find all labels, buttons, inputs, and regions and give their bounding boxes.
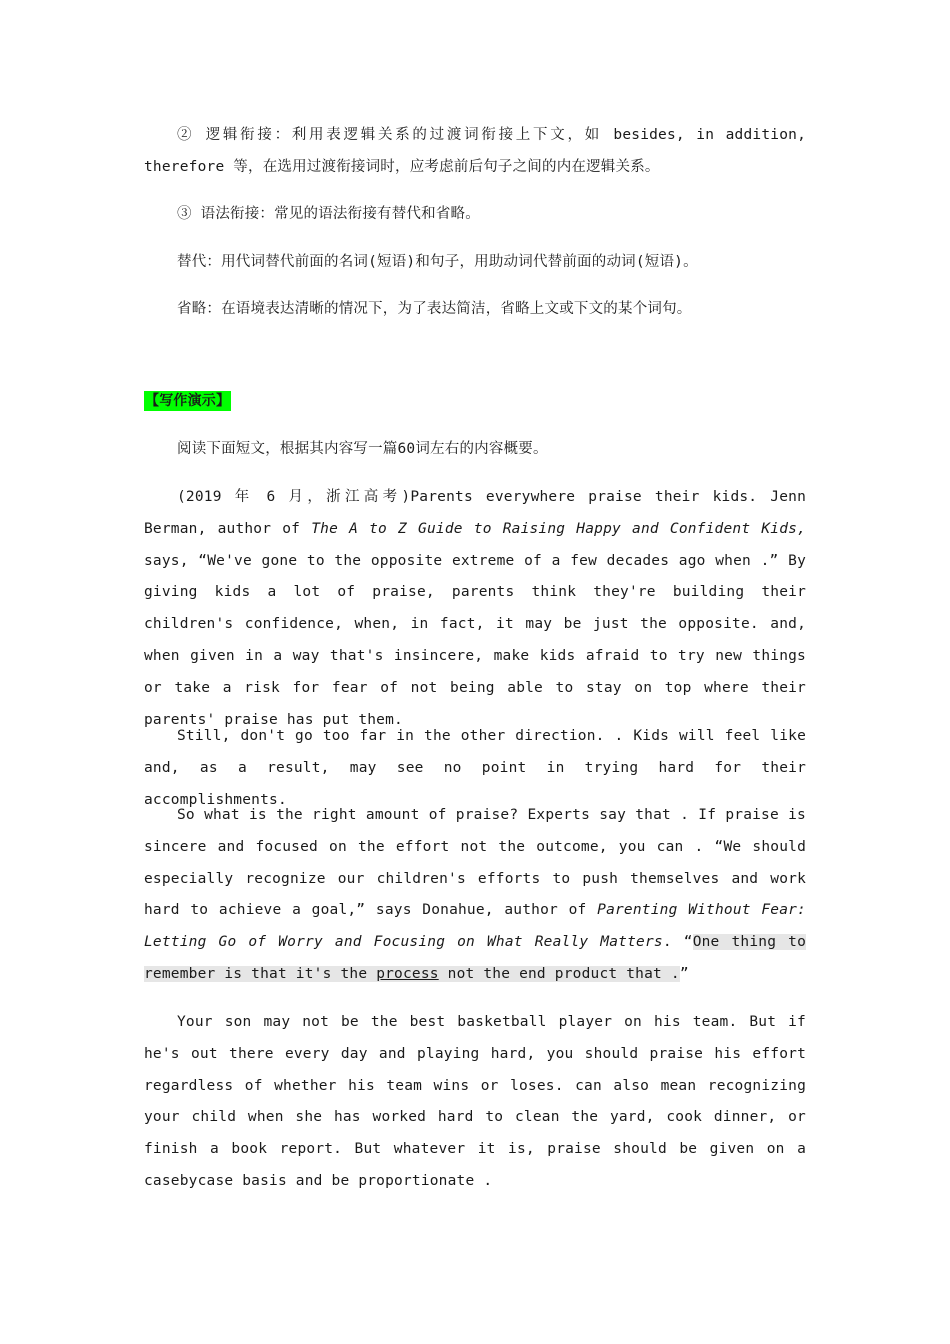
section-heading (144, 386, 806, 418)
quote-text-a: One thing to remember is that it's the (144, 934, 806, 982)
passage-paragraph-1 (144, 482, 806, 736)
para3-text-c: ” (679, 965, 689, 982)
book-title-berman: The A to Z Guide to Raising Happy and Confident Kids, (311, 520, 806, 537)
para3-text-a: So what is the right amount of praise? Experts say that . If praise is sincere and focused on the effort not the outcome, you can . “We should especially recognize our children's efforts to push themselves and work hard to achieve a goal,” says Donahue, author of (144, 807, 806, 919)
writing-demo-label: 【写作演示】 (145, 393, 231, 409)
passage-paragraph-4: Your son may not be the best basketball player on his team. But if he's out there every day and playing hard, you should praise his effort regardless of whether his team wins or loses. can also mean recognizing your child when she has worked hard to clean the yard, cook dinner, or finish a book report. But whatever it is, praise should be given on a casebycase basis and be proportionate . (144, 1014, 806, 1189)
book-title-donahue: Parenting Without Fear: Letting Go of Worry and Focusing on What Really Matters (144, 902, 806, 951)
quote-text-b: not the end product that . (438, 965, 680, 982)
grammatical-cohesion-paragraph: ③ 语法衔接：常见的语法衔接有替代和省略。 (177, 206, 480, 222)
para1-text-b: says, “We've gone to the opposite extreme of a few decades ago when .” By giving kids a lot of praise, parents think they're building their children's confidence, when, in fact, it may be just the opposite. and, when given in a way that's insincere, make kids afraid to try new things or take a risk for fear of not being able to stay on top where their parents' praise has put them. (144, 552, 806, 728)
para3-text-b: . “ (662, 934, 693, 951)
task-instruction: 阅读下面短文，根据其内容写一篇60词左右的内容概要。 (177, 441, 548, 457)
passage-paragraph-2: Still, don't go too far in the other direction. . Kids will feel like and, as a result, may see no point in trying hard for their accomplishments. (144, 728, 806, 808)
ellipsis-paragraph: 省略：在语境表达清晰的情况下，为了表达简洁，省略上文或下文的某个词句。 (177, 301, 692, 317)
para1-text-a: (2019 年 6 月，浙江高考)Parents everywhere praise their kids. Jenn Berman, author of (144, 489, 806, 537)
substitution-paragraph: 替代：用代词替代前面的名词(短语)和句子，用助动词代替前面的动词(短语)。 (177, 254, 698, 270)
logical-cohesion-paragraph: ② 逻辑衔接：利用表逻辑关系的过渡词衔接上下文，如 besides, in addition, therefore 等，在选用过渡衔接词时，应考虑前后句子之间的内在逻辑关系。 (144, 127, 806, 175)
passage-paragraph-3 (144, 800, 806, 991)
underlined-word: process (376, 965, 439, 982)
